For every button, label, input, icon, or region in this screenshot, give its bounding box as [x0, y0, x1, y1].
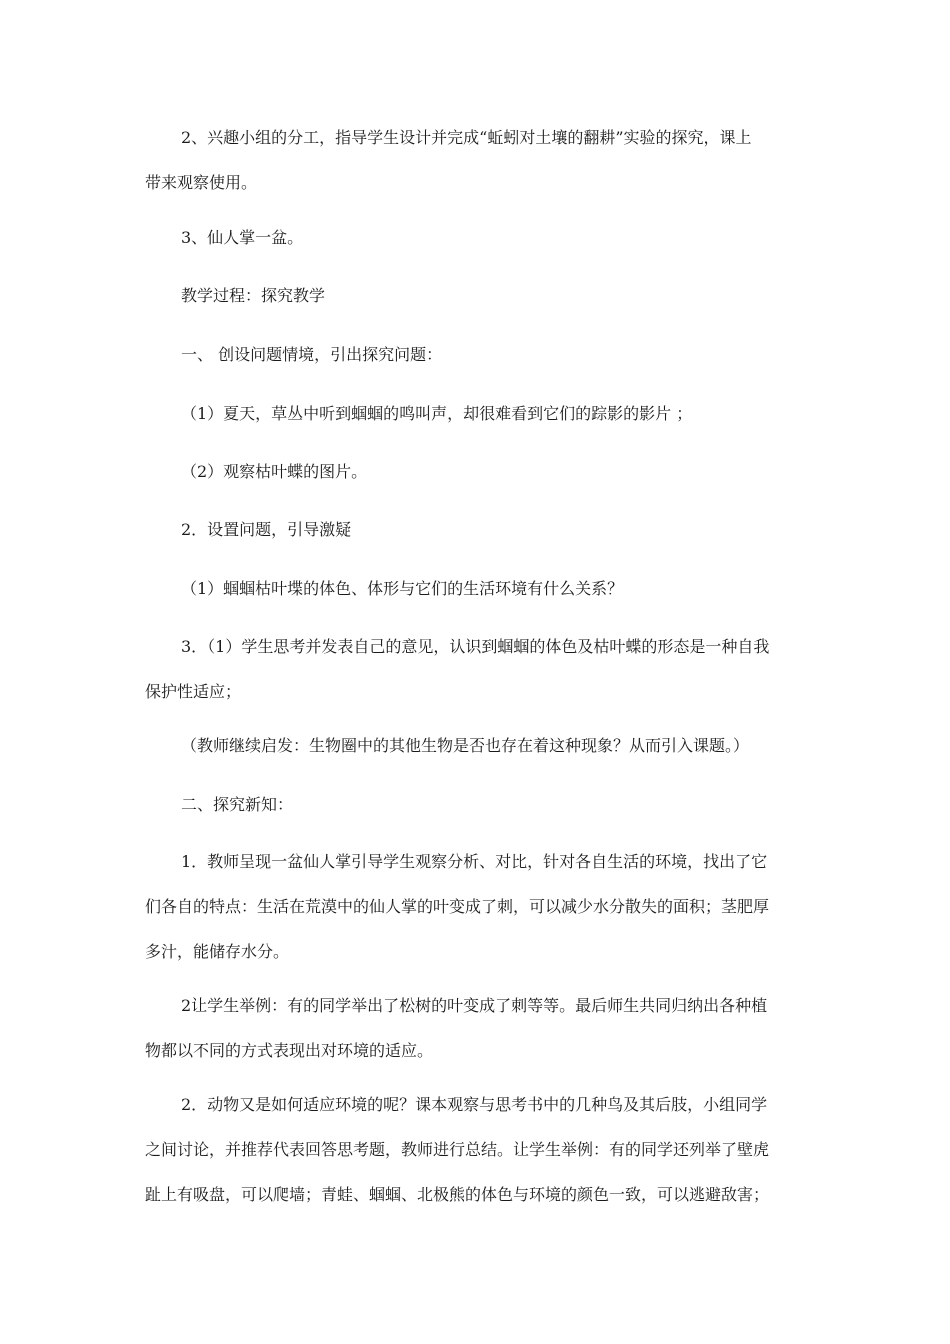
- paragraph: [145, 332, 810, 377]
- paragraph: [145, 215, 810, 260]
- text-line: 多汁，能储存水分。: [145, 942, 290, 961]
- text-line: 们各自的特点：生活在荒漠中的仙人掌的叶变成了刺，可以减少水分散失的面积；茎肥厚: [145, 897, 770, 916]
- paragraph: [145, 391, 810, 436]
- text-line: 带来观察使用。: [145, 173, 258, 192]
- text-line: （2）观察枯叶蝶的图片。: [181, 462, 368, 481]
- text-line: 二、探究新知：: [181, 795, 294, 814]
- paragraph: [145, 115, 810, 205]
- text-line: 2、兴趣小组的分工，指导学生设计并完成“蚯蚓对土壤的翻耕”实验的探究，课上: [181, 128, 752, 147]
- paragraph: [145, 782, 810, 827]
- text-line: 物都以不同的方式表现出对环境的适应。: [145, 1041, 434, 1060]
- text-line: （1）夏天，草丛中听到蝈蝈的鸣叫声，却很难看到它们的踪影的影片 ；: [181, 404, 693, 423]
- paragraph: [145, 1082, 810, 1217]
- text-line: 之间讨论，并推荐代表回答思考题，教师进行总结。让学生举例：有的同学还列举了壁虎: [145, 1140, 770, 1159]
- text-line: 2让学生举例：有的同学举出了松树的叶变成了刺等等。最后师生共同归纳出各种植: [181, 996, 768, 1015]
- text-line: 2．设置问题，引导激疑: [181, 520, 352, 539]
- text-line: 教学过程：探究教学: [181, 286, 326, 305]
- text-line: （教师继续启发：生物圈中的其他生物是否也存在着这种现象？从而引入课题。）: [181, 736, 750, 755]
- text-line: 3、仙人掌一盆。: [181, 228, 304, 247]
- text-line: 3．（1）学生思考并发表自己的意见，认识到蝈蝈的体色及枯叶蝶的形态是一种自我: [181, 637, 770, 656]
- paragraph: [145, 723, 810, 768]
- paragraph: [145, 566, 810, 611]
- text-line: 趾上有吸盘，可以爬墙；青蛙、蝈蝈、北极熊的体色与环境的颜色一致，可以逃避敌害；: [145, 1185, 770, 1204]
- text-line: 2．动物又是如何适应环境的呢？课本观察与思考书中的几种鸟及其后肢，小组同学: [181, 1095, 768, 1114]
- paragraph: [145, 624, 810, 714]
- paragraph: [145, 983, 810, 1073]
- paragraph: [145, 449, 810, 494]
- paragraph: [145, 839, 810, 974]
- text-line: 1．教师呈现一盆仙人掌引导学生观察分析、对比，针对各自生活的环境，找出了它: [181, 852, 768, 871]
- paragraph: [145, 507, 810, 552]
- text-line: 一、 创设问题情境，引出探究问题：: [181, 345, 443, 364]
- paragraph: [145, 273, 810, 318]
- text-line: 保护性适应；: [145, 682, 242, 701]
- text-line: （1）蝈蝈枯叶堞的体色、体形与它们的生活环境有什么关系？: [181, 579, 624, 598]
